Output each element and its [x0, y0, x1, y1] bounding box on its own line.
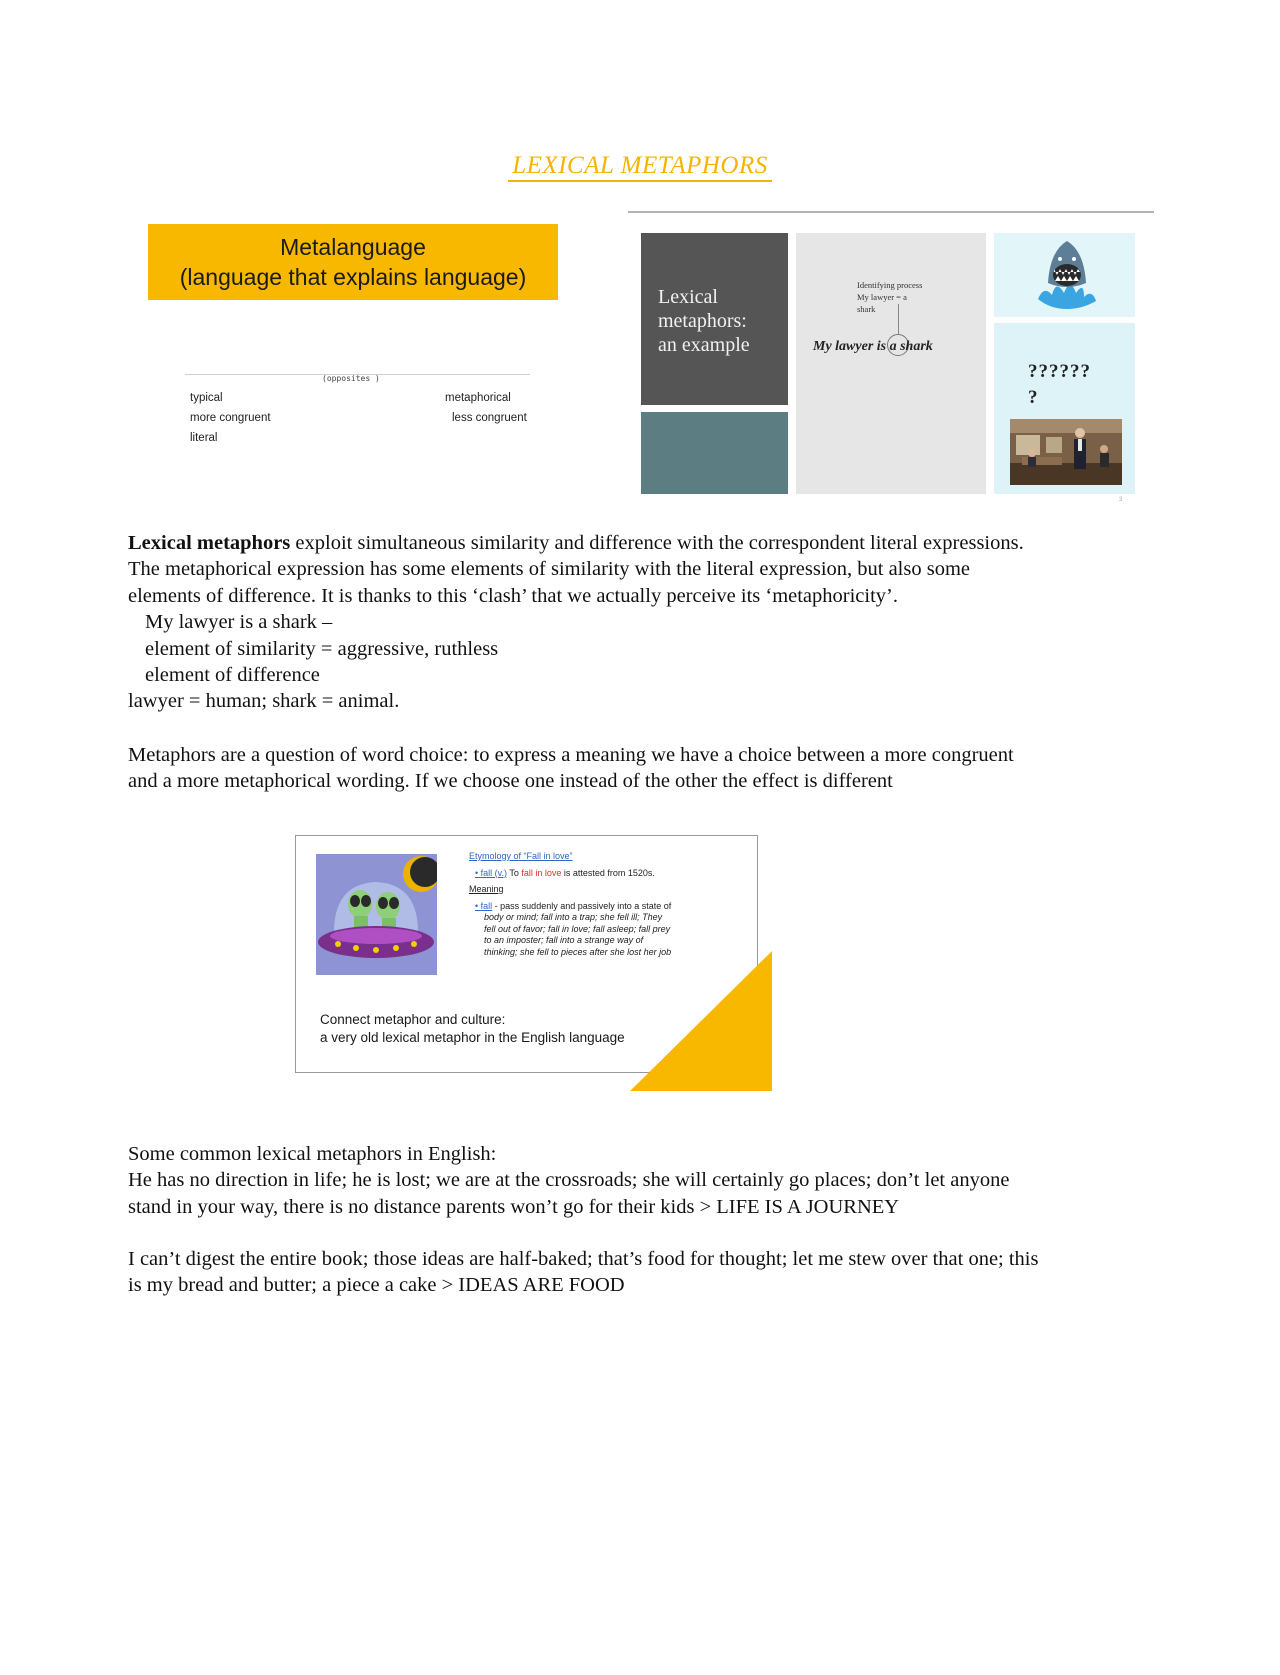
entry-rest: is attested from 1520s. — [561, 867, 655, 878]
courtroom-photo — [1010, 419, 1122, 485]
paragraph-definition — [128, 530, 1158, 715]
etymology-block — [469, 851, 739, 958]
yellow-triangle-accent — [630, 951, 772, 1091]
example-title-line1: Lexical — [658, 286, 718, 308]
definition-line2: The metaphorical expression has some elements of similarity with the literal expression, but also some — [128, 558, 971, 581]
process-line3: shark — [857, 304, 876, 314]
term-literal: literal — [190, 432, 218, 444]
word-choice-line2: and a more metaphorical wording. If we choose one instead of the other the effect is different — [128, 770, 893, 793]
example-title-line2: metaphors: — [658, 310, 747, 332]
identifying-process-text — [857, 279, 922, 315]
etymology-entry-link[interactable]: • fall (v.) — [475, 867, 507, 878]
page-title-text: LEXICAL METAPHORS — [508, 152, 772, 182]
shark-picture-box — [994, 233, 1135, 317]
meaning-line3: fell out of favor; fall in love; fall asleep; fall prey — [484, 923, 671, 934]
example-line: My lawyer is a shark – — [145, 611, 333, 634]
meaning-line4: to an imposter; fall into a strange way of — [484, 935, 644, 945]
metalanguage-right-terms — [445, 388, 527, 428]
example-process-panel — [796, 233, 986, 494]
meaning-heading: Meaning — [469, 884, 504, 894]
similarity-line: element of similarity = aggressive, ruthless — [145, 637, 499, 660]
caption-line2: a very old lexical metaphor in the English language — [320, 1029, 625, 1045]
example-title-panel — [641, 233, 788, 405]
page-title — [0, 152, 1280, 180]
meaning-entry — [469, 901, 739, 913]
word-choice-line1: Metaphors are a question of word choice: to express a meaning we have a choice between a more congruent — [128, 744, 1014, 766]
term-typical: typical — [190, 392, 223, 404]
paragraph-word-choice — [128, 742, 1158, 795]
example-title-line3: an example — [658, 334, 750, 356]
common-metaphors-heading: Some common lexical metaphors in English: — [128, 1143, 497, 1165]
meaning-line5: thinking; she fell to pieces after she lost her job — [484, 946, 672, 957]
meaning-def: - pass suddenly and passively into a state of — [492, 900, 672, 911]
process-line1: Identifying process — [857, 280, 923, 290]
example-slide-rule — [628, 211, 1154, 213]
metalanguage-left-terms — [190, 388, 271, 448]
example-teal-panel — [641, 412, 788, 494]
lexical-metaphors-term: Lexical metaphors — [128, 532, 291, 554]
entry-mid: To — [509, 867, 522, 878]
example-sentence: My lawyer is a shark — [813, 339, 933, 354]
difference-line: element of difference — [145, 664, 320, 687]
paragraph-common-metaphors — [128, 1141, 1158, 1220]
term-metaphorical: metaphorical — [445, 392, 511, 404]
meaning-link[interactable]: • fall — [475, 900, 493, 911]
definition-line3: elements of difference. It is thanks to this ‘clash’ that we actually perceive its ‘metaphoricity’. — [128, 584, 898, 607]
difference-detail-line: lawyer = human; shark = animal. — [128, 690, 400, 713]
food-line2: is my bread and butter; a piece a cake > IDEAS ARE FOOD — [128, 1274, 625, 1297]
shark-icon — [1034, 239, 1100, 311]
paragraph-ideas-food — [128, 1246, 1158, 1299]
definition-line1: exploit simultaneous similarity and difference with the correspondent literal expressions. — [290, 532, 1024, 554]
question-panel — [994, 323, 1135, 494]
etymology-heading: Etymology of “Fall in love” — [469, 851, 573, 861]
question-line2: ? — [1028, 387, 1039, 408]
question-marks — [1028, 359, 1091, 411]
food-line1: I can’t digest the entire book; those ideas are half-baked; that’s food for thought; let me stew over that one; this — [128, 1248, 1039, 1270]
slide-caption — [320, 1011, 625, 1046]
term-more-congruent: more congruent — [190, 412, 271, 424]
meaning-link-text: fall — [480, 900, 493, 911]
metalanguage-heading-box — [148, 224, 558, 300]
journey-line1: He has no direction in life; he is lost; we are at the crossroads; she will certainly go places; don’t let anyone — [128, 1169, 1010, 1192]
slide-page-number: 3 — [1119, 497, 1123, 503]
meaning-line2: body or mind; fall into a trap; she fell ill; They — [484, 912, 663, 922]
term-less-congruent: less congruent — [452, 412, 527, 424]
aliens-in-ufo-picture — [316, 854, 437, 975]
journey-line2: stand in your way, there is no distance parents won’t go for their kids > LIFE IS A JOURNEY — [128, 1195, 900, 1218]
question-line1: ?????? — [1028, 361, 1091, 382]
entry-link-text: fall (v.) — [480, 867, 507, 878]
metalanguage-heading-line1: Metalanguage — [280, 234, 426, 260]
opposites-note: (opposites ) — [322, 374, 380, 383]
process-line2: My lawyer = a — [857, 292, 907, 302]
process-connector — [898, 304, 899, 334]
etymology-entry — [469, 868, 739, 880]
caption-line1: Connect metaphor and culture: — [320, 1012, 506, 1027]
metalanguage-heading-line2: (language that explains language) — [179, 264, 527, 290]
entry-red: fall in love — [521, 867, 562, 878]
